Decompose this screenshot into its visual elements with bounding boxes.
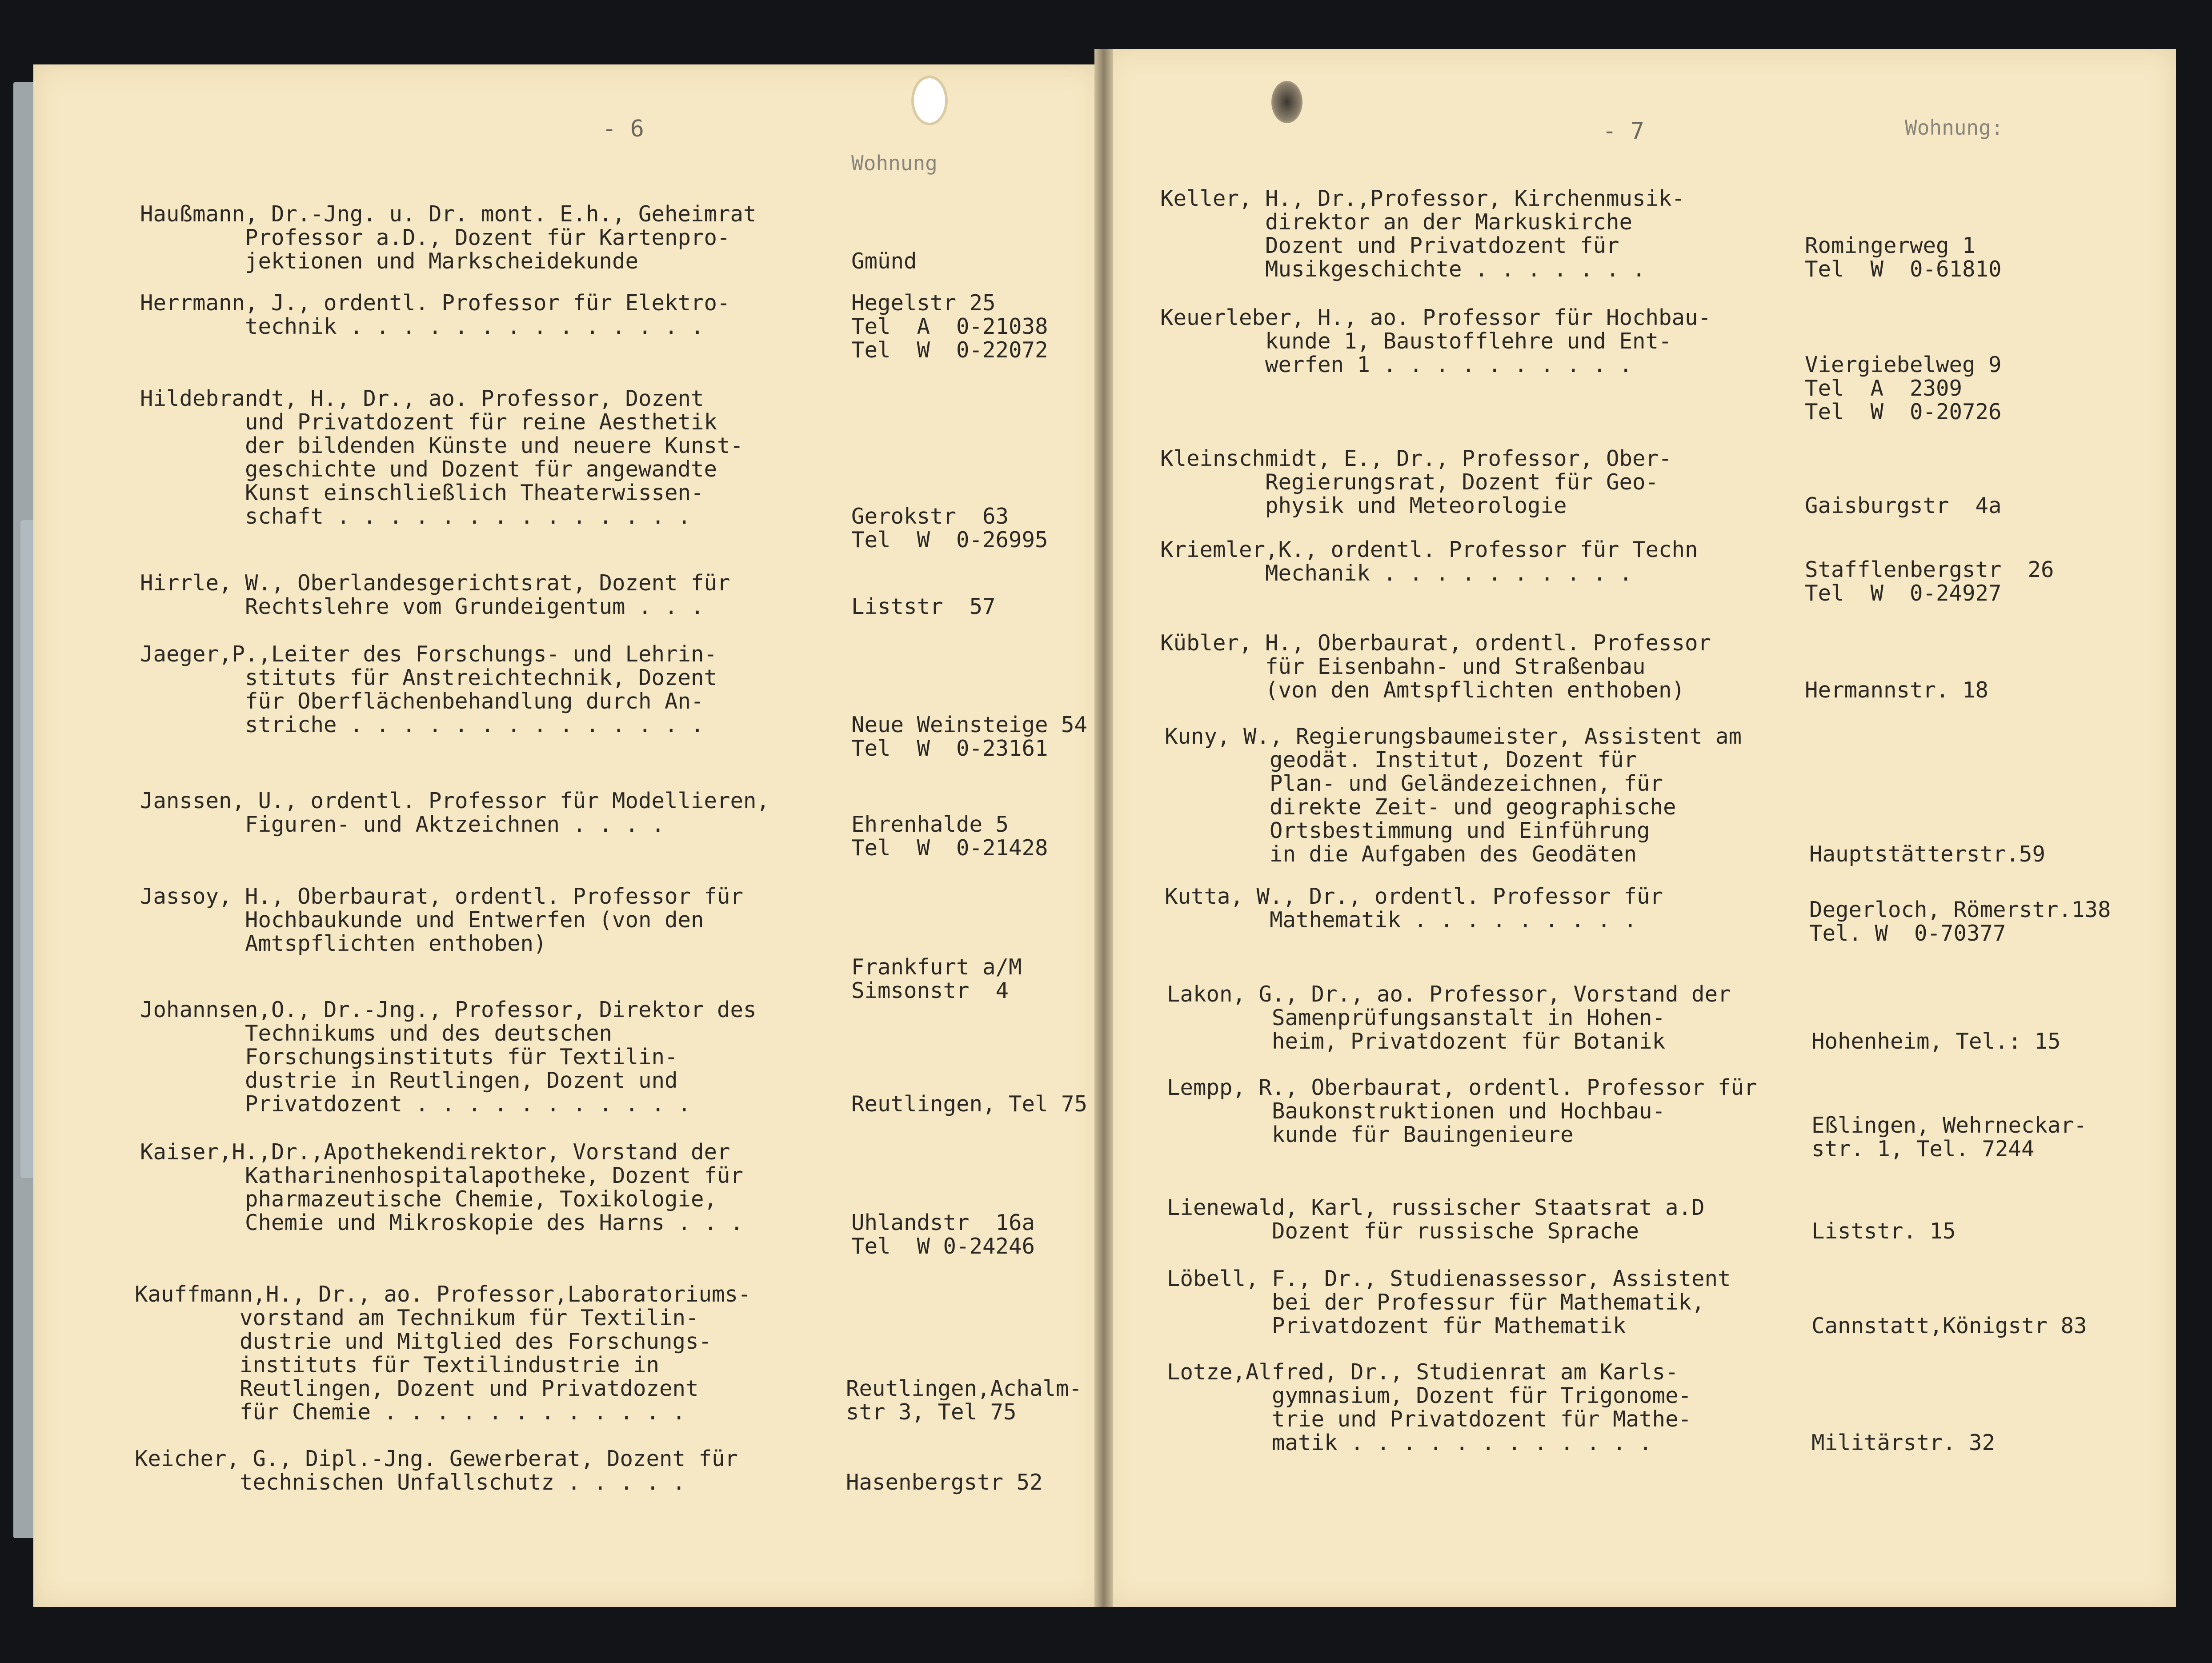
entry-address: Viergiebelweg 9 Tel A 2309 Tel W 0-20726 bbox=[1805, 352, 2002, 425]
entry-name: Keuerleber, H., ao. Professor für Hochbau- kunde 1, Baustofflehre und Ent- werfen 1 . . . . . . . . . . bbox=[1160, 305, 1711, 377]
entry-name: Löbell, F., Dr., Studienassessor, Assistent bei der Professur für Mathematik, Privatdozent für Mathematik bbox=[1167, 1266, 1731, 1338]
left-column-header: Wohnung bbox=[851, 151, 938, 175]
entry-address: Reutlingen,Achalm- str 3, Tel 75 bbox=[846, 1376, 1082, 1425]
entry-name: Lienewald, Karl, russischer Staatsrat a.D Dozent für russische Sprache bbox=[1167, 1195, 1705, 1244]
entry-name: Kauffmann,H., Dr., ao. Professor,Laboratoriums- vorstand am Technikum für Textilin- dustrie und Mitglied des Forschungs- instituts für Textilindustrie in Reutlingen, Dozent und Privatdozent für Chemie . . . . . . . . . . . . bbox=[135, 1282, 751, 1425]
book-spine bbox=[1094, 49, 1113, 1607]
entry-name: Haußmann, Dr.-Jng. u. Dr. mont. E.h., Geheimrat Professor a.D., Dozent für Kartenpro- jektionen und Markscheidekunde bbox=[140, 201, 757, 274]
entry-name: Keller, H., Dr.,Professor, Kirchenmusik- direktor an der Markuskirche Dozent und Privatdozent für Musikgeschichte . . . . . . . bbox=[1160, 186, 1685, 282]
right-column-header: Wohnung: bbox=[1905, 116, 2004, 140]
entry-address: Hasenbergstr 52 bbox=[846, 1470, 1043, 1495]
entry-name: Herrmann, J., ordentl. Professor für Elektro- technik . . . . . . . . . . . . . . bbox=[140, 290, 730, 339]
entry-name: Hildebrandt, H., Dr., ao. Professor, Dozent und Privatdozent für reine Aesthetik der bildenden Künste und neuere Kunst- geschichte und Dozent für angewandte Kunst einschließlich Theaterwissen- schaft . . . . . . . . . . . . . . bbox=[140, 386, 744, 529]
entry-name: Lempp, R., Oberbaurat, ordentl. Professor für Baukonstruktionen und Hochbau- kunde für Bauingenieure bbox=[1167, 1075, 1757, 1147]
entry-name: Kriemler,K., ordentl. Professor für Techn Mechanik . . . . . . . . . . bbox=[1160, 537, 1698, 586]
entry-name: Keicher, G., Dipl.-Jng. Gewerberat, Dozent für technischen Unfallschutz . . . . . bbox=[135, 1446, 738, 1495]
left-page-number: - 6 bbox=[602, 116, 644, 142]
entry-address: Uhlandstr 16a Tel W 0-24246 bbox=[851, 1210, 1035, 1259]
entry-name: Kutta, W., Dr., ordentl. Professor für Mathematik . . . . . . . . . bbox=[1165, 884, 1663, 933]
entry-address: Eßlingen, Wehrneckar- str. 1, Tel. 7244 bbox=[1811, 1113, 2087, 1162]
entry-address: Gmünd bbox=[851, 248, 917, 274]
entry-name: Jassoy, H., Oberbaurat, ordentl. Professor für Hochbaukunde und Entwerfen (von den Amtspflichten enthoben) bbox=[140, 884, 744, 956]
entry-name: Lakon, G., Dr., ao. Professor, Vorstand der Samenprüfungsanstalt in Hohen- heim, Privatdozent für Botanik bbox=[1167, 982, 1731, 1054]
entry-address: Gerokstr 63 Tel W 0-26995 bbox=[851, 504, 1048, 553]
entry-address: Reutlingen, Tel 75 bbox=[851, 1091, 1088, 1117]
entry-name: Kaiser,H.,Dr.,Apothekendirektor, Vorstand der Katharinenhospitalapotheke, Dozent für pharmazeutische Chemie, Toxikologie, Chemie und Mikroskopie des Harns . . . bbox=[140, 1139, 744, 1235]
entry-address: Cannstatt,Königstr 83 bbox=[1811, 1313, 2087, 1338]
entry-address: Hauptstätterstr.59 bbox=[1809, 842, 2046, 867]
entry-name: Kübler, H., Oberbaurat, ordentl. Professor für Eisenbahn- und Straßenbau (von den Amtspflichten enthoben) bbox=[1160, 630, 1711, 703]
entry-name: Jaeger,P.,Leiter des Forschungs- und Lehrin- stituts für Anstreichtechnik, Dozent für Oberflächenbehandlung durch An- striche . . . . . . . . . . . . . . bbox=[140, 641, 717, 737]
entry-address: Hegelstr 25 Tel A 0-21038 Tel W 0-22072 bbox=[851, 290, 1048, 363]
entry-address: Neue Weinsteige 54 Tel W 0-23161 bbox=[851, 712, 1088, 761]
entry-address: Frankfurt a/M Simsonstr 4 bbox=[851, 954, 1022, 1003]
right-page-number: - 7 bbox=[1603, 118, 1644, 144]
punch-hole bbox=[911, 76, 948, 125]
entry-name: Kuny, W., Regierungsbaumeister, Assistent am geodät. Institut, Dozent für Plan- und Geländezeichnen, für direkte Zeit- und geographische Ortsbestimmung und Einführung in die Aufgaben des Geodäten bbox=[1165, 724, 1742, 867]
entry-address: Militärstr. 32 bbox=[1811, 1430, 1996, 1455]
entry-address: Gaisburgstr 4a bbox=[1805, 493, 2002, 518]
entry-name: Kleinschmidt, E., Dr., Professor, Ober- Regierungsrat, Dozent für Geo- physik und Meteorologie bbox=[1160, 446, 1672, 518]
entry-address: Degerloch, Römerstr.138 Tel. W 0-70377 bbox=[1809, 897, 2111, 946]
left-page bbox=[33, 64, 1100, 1607]
entry-name: Johannsen,O., Dr.-Jng., Professor, Direktor des Technikums und des deutschen Forschungsinstituts für Textilin- dustrie in Reutlingen, Dozent und Privatdozent . . . . . . . . . . . bbox=[140, 997, 757, 1117]
entry-name: Janssen, U., ordentl. Professor für Modellieren, Figuren- und Aktzeichnen . . . . bbox=[140, 788, 770, 837]
entry-address: Hermannstr. 18 bbox=[1805, 677, 1989, 703]
entry-name: Lotze,Alfred, Dr., Studienrat am Karls- gymnasium, Dozent für Trigonome- trie und Privatdozent für Mathe- matik . . . . . . . . . . . . bbox=[1167, 1359, 1692, 1455]
entry-name: Hirrle, W., Oberlandesgerichtsrat, Dozent für Rechtslehre vom Grundeigentum . . . bbox=[140, 570, 730, 619]
entry-address: Liststr 57 bbox=[851, 594, 996, 619]
punch-hole-mark bbox=[1271, 81, 1302, 123]
entry-address: Ehrenhalde 5 Tel W 0-21428 bbox=[851, 812, 1048, 861]
right-page bbox=[1105, 49, 2176, 1607]
entry-address: Stafflenbergstr 26 Tel W 0-24927 bbox=[1805, 557, 2054, 606]
entry-address: Romingerweg 1 Tel W 0-61810 bbox=[1805, 233, 2002, 282]
entry-address: Liststr. 15 bbox=[1811, 1218, 1956, 1244]
entry-address: Hohenheim, Tel.: 15 bbox=[1811, 1029, 2061, 1054]
